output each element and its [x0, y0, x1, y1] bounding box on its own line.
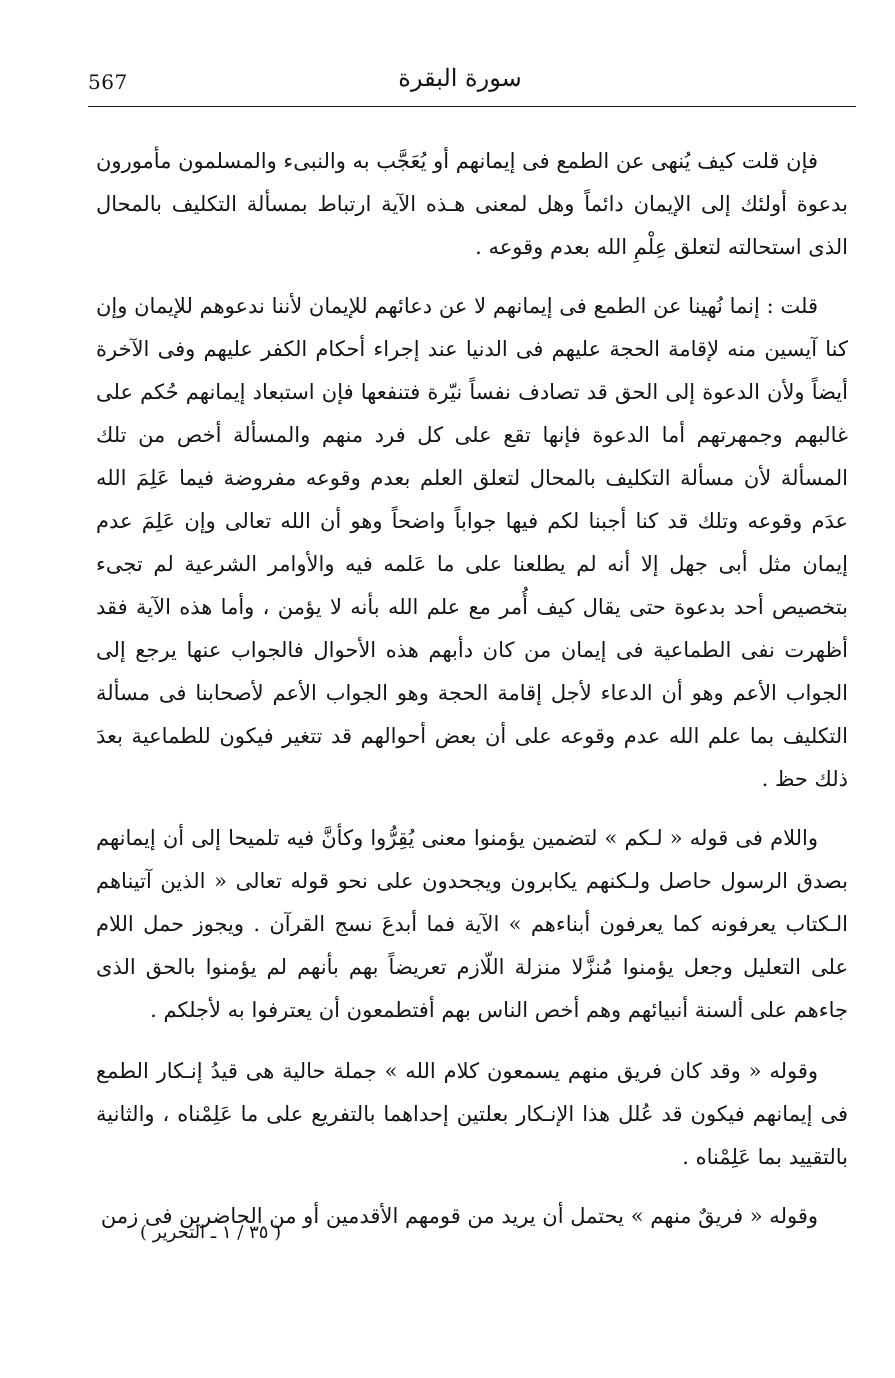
- paragraph-question: فإن قلت كيف يُنهى عن الطمع فى إيمانهم أو يُعَجَّب به والنبىء والمسلمون مأمورون بدعوة أولئك إلى الإيمان دائماً وهل لمعنى هـذه الآية ارتباط بمسألة التكليف بالمحال الذى استحالته لتعلق عِلْمِ الله بعدم وقوعه .: [96, 149, 848, 259]
- header-rule: [88, 106, 856, 107]
- page-number: 567: [88, 70, 128, 94]
- paragraph-fariq-minhum: وقوله « فريقٌ منهم » يحتمل أن يريد من قومهم الأقدمين أو من الحاضرين فى زمن: [100, 1204, 818, 1228]
- paragraph-lam: واللام فى قوله « لـكم » لتضمين يؤمنوا معنى يُقِرُّوا وكأنَّ فيه تلميحا إلى أن إيمانهم بصدق الرسول حاصل ولـكنهم يكابرون ويجحدون على نحو قوله تعالى « الذين آتيناهم الـكتاب يعرفونه كما يعرفون أبناءهم » الآية فما أبدعَ نسج القرآن . ويجوز حمل اللام على التعليل وجعل يؤمنوا مُنزَّلا منزلة اللّازم تعريضاً بهم بأنهم لم يؤمنوا بالحق الذى جاءهم على ألسنة أنبيائهم وهم أخص الناس بهم أفتطمعون أن يعترفوا به لأجلكم .: [96, 826, 848, 1022]
- footer-signature: ( ٣٥ / ١ ـ التحرير ): [140, 1222, 282, 1243]
- paragraph-fariq-condition: وقوله « وقد كان فريق منهم يسمعون كلام الله » جملة حالية هى قيدُ إنـكار الطمع فى إيمانهم فيكون قد عُلل هذا الإنـكار بعلتين إحداهما بالتفريع على ما عَلِمْناه ، والثانية بالتقييد بما عَلِمْناه .: [96, 1059, 849, 1169]
- paragraph-answer: قلت : إنما نُهينا عن الطمع فى إيمانهم لا عن دعائهم للإيمان لأننا ندعوهم للإيمان وإن كنا آيسين منه لإقامة الحجة عليهم فى الدنيا عند إجراء أحكام الكفر عليهم وفى الآخرة أيضاً ولأن الدعوة إلى الحق قد تصادف نفساً نيّرة فتنفعها فإن استبعاد إيمانهم حُكم على غالبهم وجمهرتهم أما الدعوة فإنها تقع على كل فرد منهم والمسألة أخص من تلك المسألة لأن مسألة التكليف بالمحال لتعلق العلم بعدم وقوعه مفروضة فيما عَلِمَ الله عدَم وقوعه وتلك قد كنا أجبنا لكم فيها جواباً واضحاً وهو أن الله تعالى وإن عَلِمَ عدم إيمان مثل أبى جهل إلا أنه لم يطلعنا على ما عَلمه فيه والأوامر الشرعية لم تجىء بتخصيص أحد بدعوة حتى يقال كيف أُمر مع علم الله بأنه لا يؤمن ، وأما هذه الآية فقد أظهرت نفى الطماعية فى إيمان من كان دأبهم هذه الأحوال فالجواب عنها يرجع إلى الجواب الأعم وهو أن الدعاء لأجل إقامة الحجة وهو الجواب الأعم لأصحابنا فى مسألة التكليف بما علم الله عدم وقوعه على أن بعض أحوالهم قد تتغير فيكون للطماعية بعدَ ذلك حظ .: [96, 294, 848, 791]
- body-text: [96, 140, 848, 1254]
- running-title: سورة البقرة: [398, 64, 522, 92]
